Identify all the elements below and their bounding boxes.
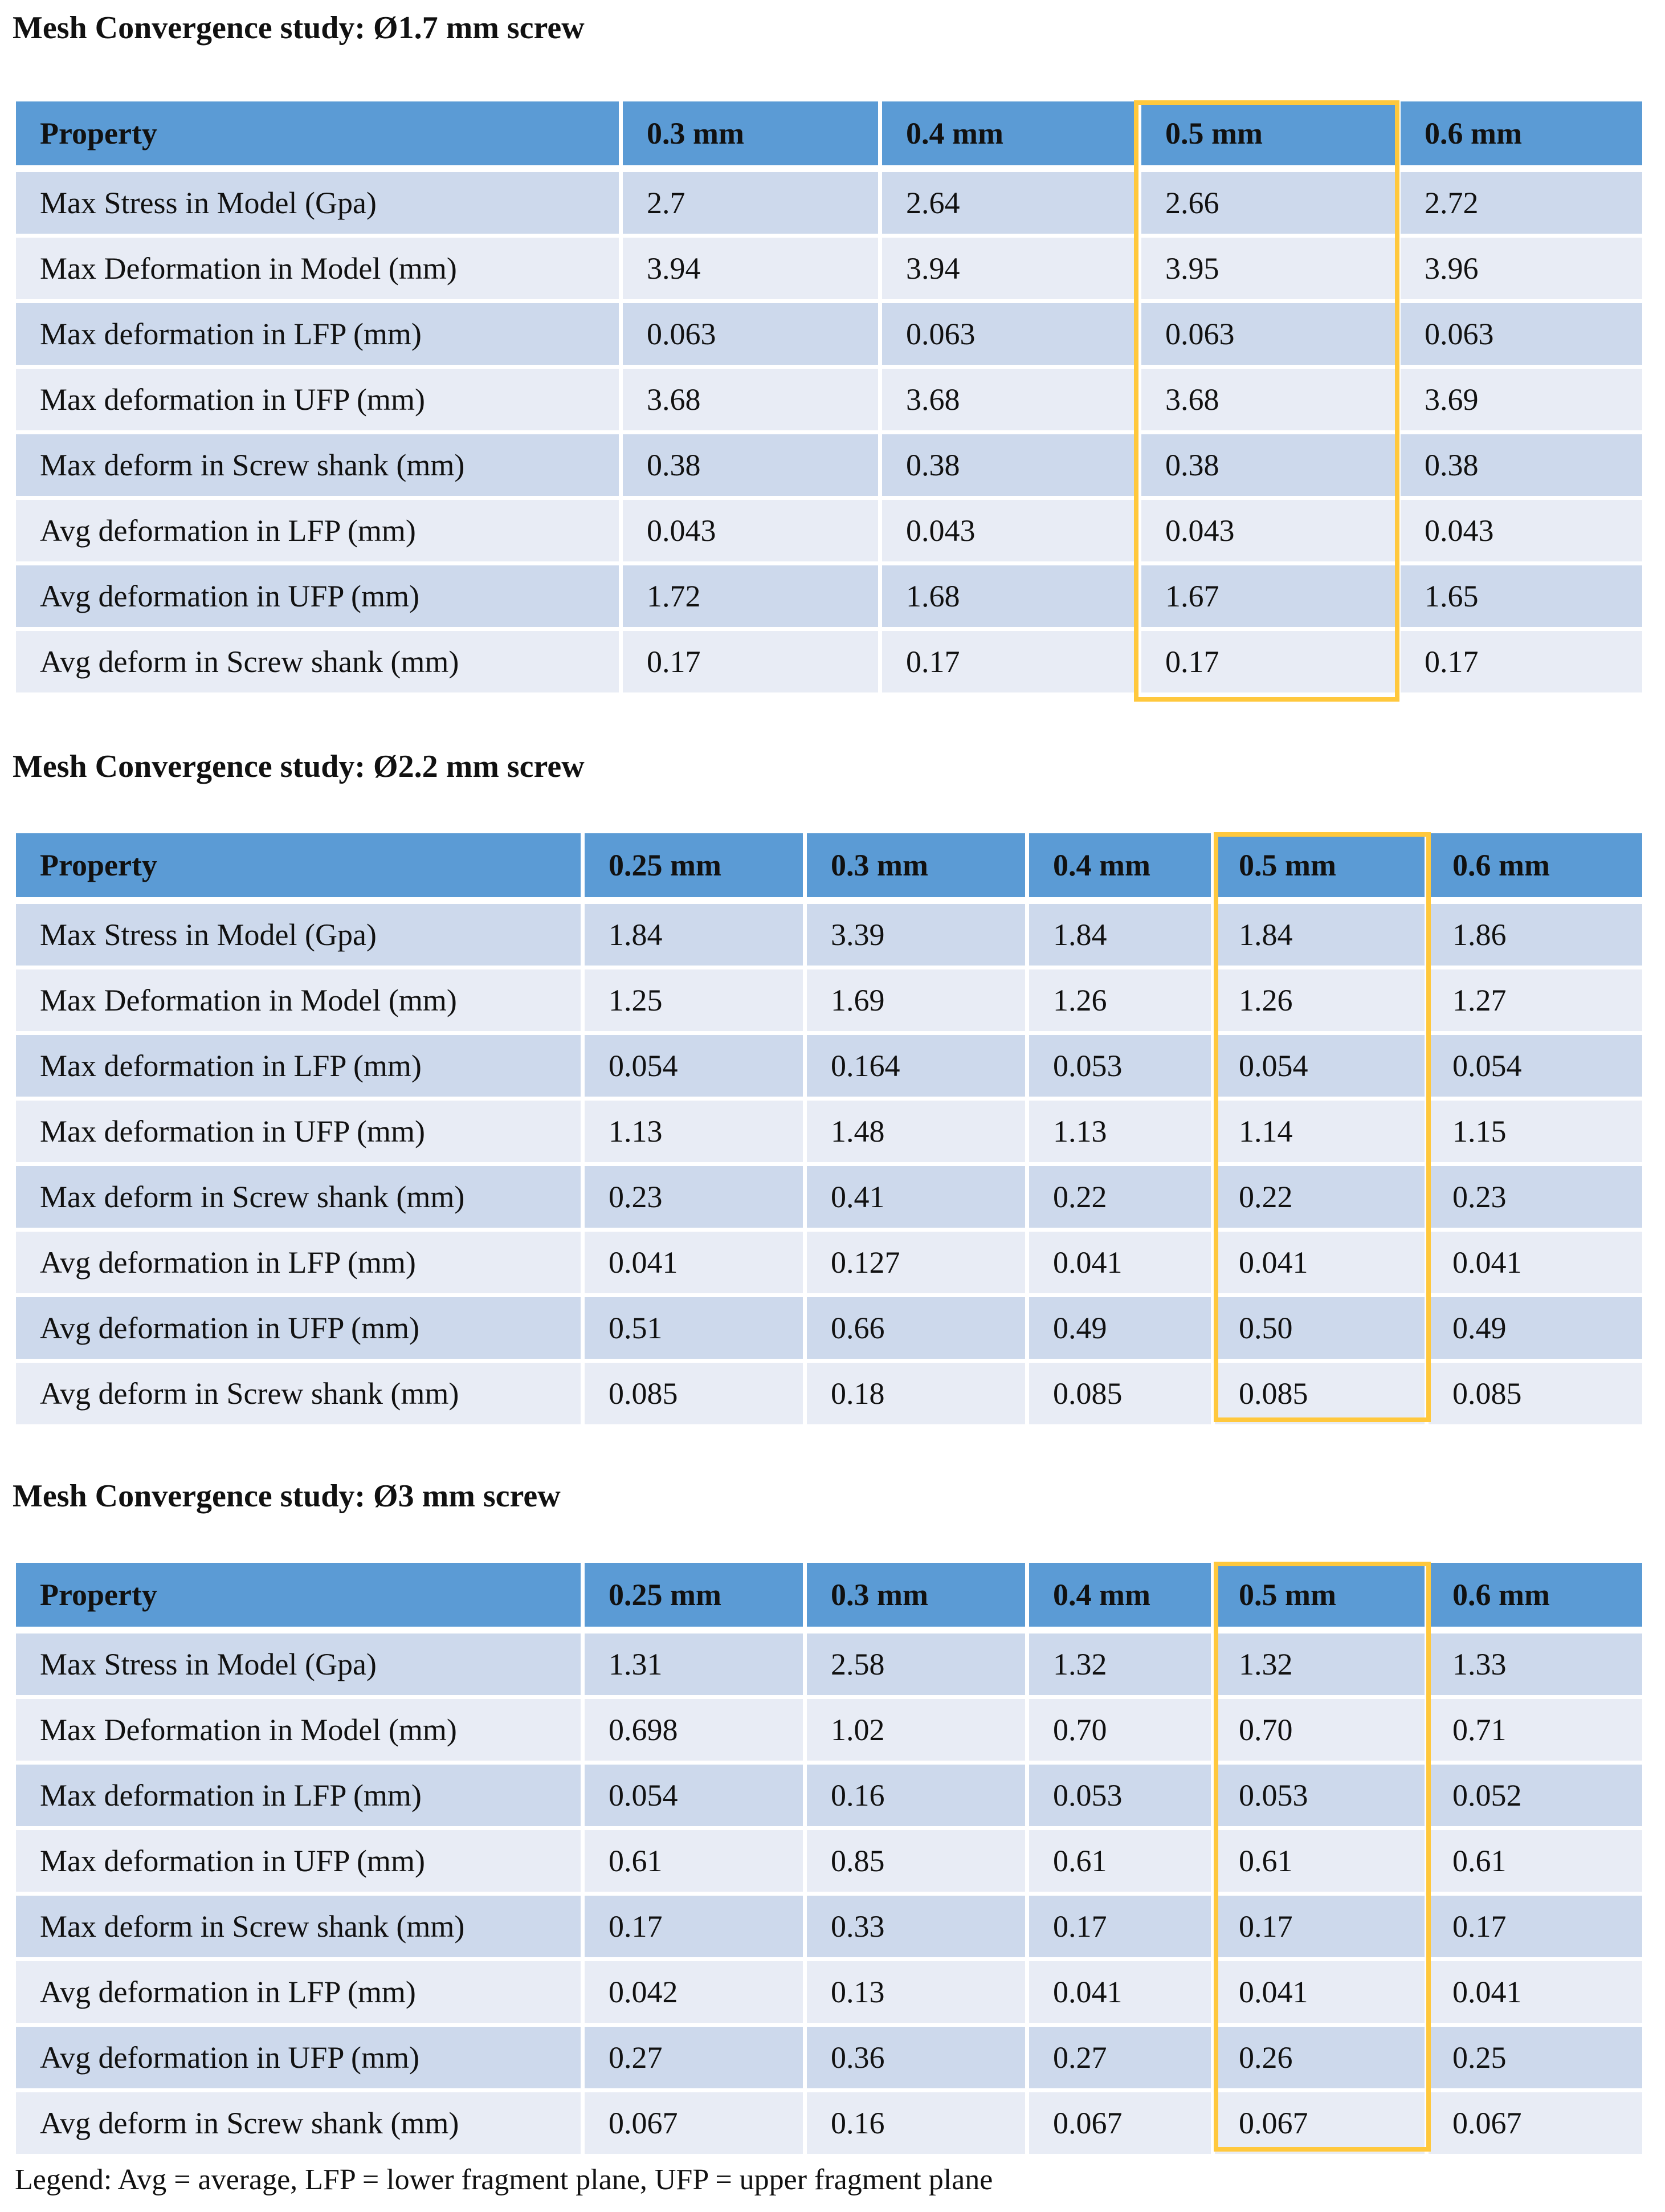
value-cell: 0.043 [623,500,882,565]
value-cell: 3.94 [623,238,882,303]
value-cell: 0.067 [1215,2092,1429,2158]
value-cell: 0.17 [1141,631,1401,696]
value-cell: 0.22 [1029,1166,1215,1232]
value-cell: 0.18 [807,1363,1029,1428]
table-3-title: Mesh Convergence study: Ø3 mm screw [13,1478,561,1514]
value-cell: 0.61 [1029,1830,1215,1896]
property-cell: Max Stress in Model (Gpa) [16,1633,585,1699]
table-row [16,1633,1642,1699]
column-header: 0.4 mm [1029,1563,1215,1633]
value-cell: 0.17 [1029,1896,1215,1961]
table-row [16,2092,1642,2158]
header-row [16,1563,1642,1633]
value-cell: 0.085 [1215,1363,1429,1428]
property-cell: Max deformation in UFP (mm) [16,1830,585,1896]
value-cell: 0.063 [623,303,882,369]
property-cell: Avg deformation in UFP (mm) [16,565,623,631]
value-cell: 0.85 [807,1830,1029,1896]
column-header: 0.25 mm [585,1563,807,1633]
value-cell: 1.27 [1429,969,1642,1035]
value-cell: 0.17 [1401,631,1642,696]
property-cell: Avg deformation in LFP (mm) [16,1961,585,2027]
column-header: 0.5 mm [1215,833,1429,904]
table-row [16,303,1642,369]
value-cell: 0.043 [1141,500,1401,565]
table-row [16,1765,1642,1830]
column-header: 0.6 mm [1429,833,1642,904]
value-cell: 0.61 [1429,1830,1642,1896]
value-cell: 0.16 [807,2092,1029,2158]
value-cell: 0.38 [882,434,1141,500]
value-cell: 0.085 [1029,1363,1215,1428]
value-cell: 2.64 [882,172,1141,238]
value-cell: 0.66 [807,1297,1029,1363]
value-cell: 0.17 [882,631,1141,696]
property-cell: Avg deform in Screw shank (mm) [16,631,623,696]
value-cell: 0.49 [1429,1297,1642,1363]
value-cell: 1.32 [1215,1633,1429,1699]
value-cell: 0.17 [623,631,882,696]
value-cell: 0.17 [1215,1896,1429,1961]
property-cell: Max deformation in LFP (mm) [16,303,623,369]
value-cell: 1.72 [623,565,882,631]
value-cell: 0.27 [585,2027,807,2092]
property-cell: Max deform in Screw shank (mm) [16,434,623,500]
table-row [16,2027,1642,2092]
value-cell: 1.25 [585,969,807,1035]
property-cell: Max Stress in Model (Gpa) [16,904,585,969]
value-cell: 0.041 [1029,1961,1215,2027]
column-header: 0.5 mm [1141,101,1401,172]
column-header: 0.4 mm [1029,833,1215,904]
table-row [16,369,1642,434]
value-cell: 3.68 [1141,369,1401,434]
table-2 [16,833,1642,1428]
value-cell: 1.31 [585,1633,807,1699]
value-cell: 1.14 [1215,1101,1429,1166]
value-cell: 1.65 [1401,565,1642,631]
value-cell: 0.054 [585,1765,807,1830]
value-cell: 0.054 [1215,1035,1429,1101]
value-cell: 0.38 [623,434,882,500]
table-row [16,1961,1642,2027]
property-cell: Max Stress in Model (Gpa) [16,172,623,238]
column-header: 0.25 mm [585,833,807,904]
value-cell: 3.94 [882,238,1141,303]
table-row [16,969,1642,1035]
value-cell: 0.041 [585,1232,807,1297]
value-cell: 0.61 [1215,1830,1429,1896]
value-cell: 1.33 [1429,1633,1642,1699]
table-row [16,1363,1642,1428]
value-cell: 1.84 [585,904,807,969]
property-cell: Max Deformation in Model (mm) [16,1699,585,1765]
header-row [16,833,1642,904]
column-header: 0.5 mm [1215,1563,1429,1633]
value-cell: 1.02 [807,1699,1029,1765]
column-header: 0.3 mm [807,833,1029,904]
value-cell: 1.13 [1029,1101,1215,1166]
value-cell: 0.052 [1429,1765,1642,1830]
property-cell: Max Deformation in Model (mm) [16,969,585,1035]
value-cell: 2.58 [807,1633,1029,1699]
value-cell: 0.17 [585,1896,807,1961]
value-cell: 1.48 [807,1101,1029,1166]
value-cell: 0.38 [1401,434,1642,500]
value-cell: 0.063 [882,303,1141,369]
value-cell: 0.33 [807,1896,1029,1961]
property-cell: Max deformation in UFP (mm) [16,1101,585,1166]
value-cell: 2.7 [623,172,882,238]
property-cell: Max deformation in LFP (mm) [16,1765,585,1830]
table-2-title: Mesh Convergence study: Ø2.2 mm screw [13,749,585,784]
value-cell: 0.041 [1215,1961,1429,2027]
value-cell: 0.23 [585,1166,807,1232]
value-cell: 3.39 [807,904,1029,969]
value-cell: 0.085 [1429,1363,1642,1428]
value-cell: 0.041 [1215,1232,1429,1297]
table-row [16,1896,1642,1961]
value-cell: 0.042 [585,1961,807,2027]
column-header: 0.4 mm [882,101,1141,172]
value-cell: 1.84 [1215,904,1429,969]
property-cell: Avg deform in Screw shank (mm) [16,1363,585,1428]
column-header-property: Property [16,101,623,172]
header-row [16,101,1642,172]
value-cell: 1.84 [1029,904,1215,969]
value-cell: 2.66 [1141,172,1401,238]
table-row [16,1101,1642,1166]
value-cell: 0.50 [1215,1297,1429,1363]
table-row [16,1232,1642,1297]
table-row [16,500,1642,565]
value-cell: 0.23 [1429,1166,1642,1232]
property-cell: Max deformation in LFP (mm) [16,1035,585,1101]
value-cell: 0.71 [1429,1699,1642,1765]
value-cell: 0.36 [807,2027,1029,2092]
value-cell: 0.41 [807,1166,1029,1232]
value-cell: 0.053 [1215,1765,1429,1830]
value-cell: 0.063 [1141,303,1401,369]
value-cell: 0.698 [585,1699,807,1765]
value-cell: 0.043 [1401,500,1642,565]
column-header: 0.6 mm [1429,1563,1642,1633]
table-row [16,1699,1642,1765]
value-cell: 0.13 [807,1961,1029,2027]
value-cell: 0.70 [1215,1699,1429,1765]
value-cell: 0.26 [1215,2027,1429,2092]
table-row [16,1035,1642,1101]
value-cell: 0.053 [1029,1765,1215,1830]
property-cell: Max deformation in UFP (mm) [16,369,623,434]
column-header: 0.3 mm [807,1563,1029,1633]
value-cell: 0.067 [1029,2092,1215,2158]
value-cell: 3.96 [1401,238,1642,303]
column-header-property: Property [16,1563,585,1633]
value-cell: 3.68 [882,369,1141,434]
value-cell: 1.86 [1429,904,1642,969]
value-cell: 3.69 [1401,369,1642,434]
value-cell: 0.041 [1429,1232,1642,1297]
value-cell: 0.17 [1429,1896,1642,1961]
value-cell: 0.22 [1215,1166,1429,1232]
property-cell: Max Deformation in Model (mm) [16,238,623,303]
value-cell: 0.70 [1029,1699,1215,1765]
value-cell: 0.063 [1401,303,1642,369]
value-cell: 0.61 [585,1830,807,1896]
value-cell: 0.054 [585,1035,807,1101]
value-cell: 0.49 [1029,1297,1215,1363]
table-row [16,1830,1642,1896]
property-cell: Avg deformation in UFP (mm) [16,2027,585,2092]
value-cell: 0.38 [1141,434,1401,500]
value-cell: 0.041 [1029,1232,1215,1297]
value-cell: 0.164 [807,1035,1029,1101]
value-cell: 0.053 [1029,1035,1215,1101]
table-3 [16,1563,1642,2158]
table-row [16,631,1642,696]
property-cell: Avg deformation in UFP (mm) [16,1297,585,1363]
table-row [16,1297,1642,1363]
value-cell: 2.72 [1401,172,1642,238]
value-cell: 3.95 [1141,238,1401,303]
property-cell: Max deform in Screw shank (mm) [16,1166,585,1232]
table-row [16,565,1642,631]
property-cell: Avg deformation in LFP (mm) [16,500,623,565]
value-cell: 0.043 [882,500,1141,565]
value-cell: 1.69 [807,969,1029,1035]
property-cell: Max deform in Screw shank (mm) [16,1896,585,1961]
table-row [16,904,1642,969]
value-cell: 1.26 [1029,969,1215,1035]
value-cell: 1.13 [585,1101,807,1166]
value-cell: 1.68 [882,565,1141,631]
value-cell: 3.68 [623,369,882,434]
column-header: 0.3 mm [623,101,882,172]
column-header: 0.6 mm [1401,101,1642,172]
table-1 [16,101,1642,696]
table-row [16,172,1642,238]
value-cell: 0.51 [585,1297,807,1363]
value-cell: 0.067 [1429,2092,1642,2158]
property-cell: Avg deformation in LFP (mm) [16,1232,585,1297]
value-cell: 0.054 [1429,1035,1642,1101]
value-cell: 1.26 [1215,969,1429,1035]
value-cell: 0.127 [807,1232,1029,1297]
value-cell: 0.27 [1029,2027,1215,2092]
value-cell: 1.32 [1029,1633,1215,1699]
value-cell: 0.041 [1429,1961,1642,2027]
value-cell: 1.67 [1141,565,1401,631]
value-cell: 0.16 [807,1765,1029,1830]
value-cell: 0.067 [585,2092,807,2158]
value-cell: 0.085 [585,1363,807,1428]
table-1-title: Mesh Convergence study: Ø1.7 mm screw [13,10,585,46]
property-cell: Avg deform in Screw shank (mm) [16,2092,585,2158]
table-row [16,434,1642,500]
value-cell: 0.25 [1429,2027,1642,2092]
legend-note: Legend: Avg = average, LFP = lower fragment plane, UFP = upper fragment plane [15,2164,993,2196]
table-row [16,1166,1642,1232]
value-cell: 1.15 [1429,1101,1642,1166]
table-row [16,238,1642,303]
column-header-property: Property [16,833,585,904]
